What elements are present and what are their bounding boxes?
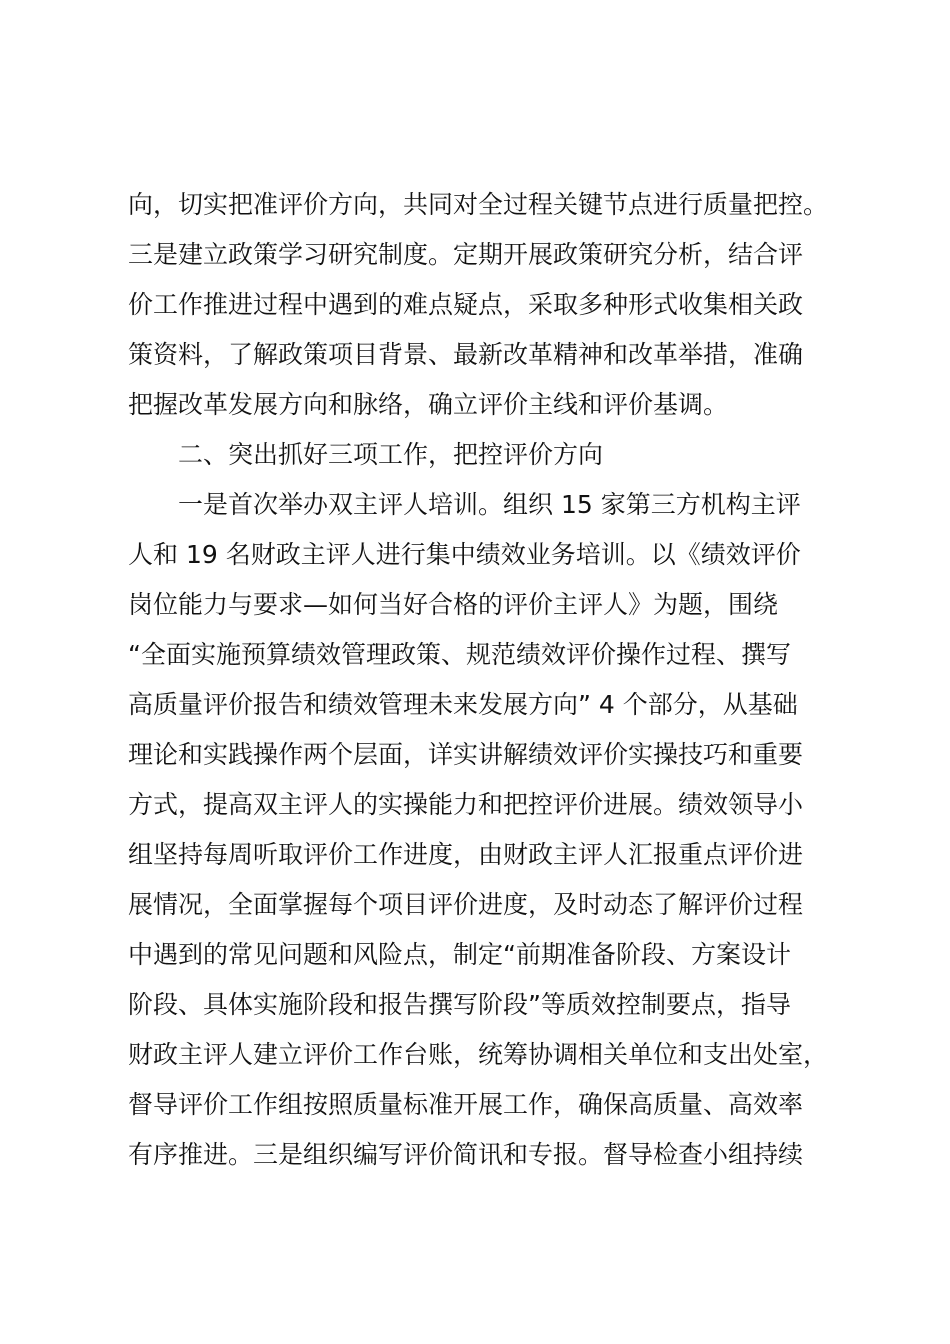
paragraph-line: 阶段、具体实施阶段和报告撰写阶段”等质效控制要点，指导 xyxy=(128,990,791,1019)
paragraph-line: 理论和实践操作两个层面，详实讲解绩效评价实操技巧和重要 xyxy=(128,740,804,769)
section-heading: 二、突出抓好三项工作，把控评价方向 xyxy=(178,440,604,469)
paragraph-line: 督导评价工作组按照质量标准开展工作，确保高质量、高效率 xyxy=(128,1090,804,1119)
paragraph-line: 中遇到的常见问题和风险点，制定“前期准备阶段、方案设计 xyxy=(128,940,791,969)
paragraph-line: 高质量评价报告和绩效管理未来发展方向” 4 个部分，从基础 xyxy=(128,690,798,719)
paragraph-line: 策资料，了解政策项目背景、最新改革精神和改革举措，准确 xyxy=(128,340,804,369)
paragraph-line: 组坚持每周听取评价工作进度，由财政主评人汇报重点评价进 xyxy=(128,840,804,869)
paragraph-line: “全面实施预算绩效管理政策、规范绩效评价操作过程、撰写 xyxy=(128,640,791,669)
paragraph-line: 财政主评人建立评价工作台账，统筹协调相关单位和支出处室， xyxy=(128,1040,829,1069)
paragraph-line: 把握改革发展方向和脉络，确立评价主线和评价基调。 xyxy=(128,390,729,419)
paragraph-line: 方式，提高双主评人的实操能力和把控评价进展。绩效领导小 xyxy=(128,790,804,819)
paragraph-line: 向，切实把准评价方向，共同对全过程关键节点进行质量把控。 xyxy=(128,190,829,219)
paragraph-line: 三是建立政策学习研究制度。定期开展政策研究分析，结合评 xyxy=(128,240,804,269)
paragraph-line: 展情况，全面掌握每个项目评价进度，及时动态了解评价过程 xyxy=(128,890,804,919)
paragraph-line: 有序推进。三是组织编写评价简讯和专报。督导检查小组持续 xyxy=(128,1140,804,1169)
paragraph-line: 价工作推进过程中遇到的难点疑点，采取多种形式收集相关政 xyxy=(128,290,804,319)
document-body xyxy=(128,180,838,1180)
paragraph-line: 人和 19 名财政主评人进行集中绩效业务培训。以《绩效评价 xyxy=(128,540,801,569)
paragraph-line: 岗位能力与要求—如何当好合格的评价主评人》为题，围绕 xyxy=(128,590,779,619)
paragraph-line: 一是首次举办双主评人培训。组织 15 家第三方机构主评 xyxy=(178,490,801,519)
